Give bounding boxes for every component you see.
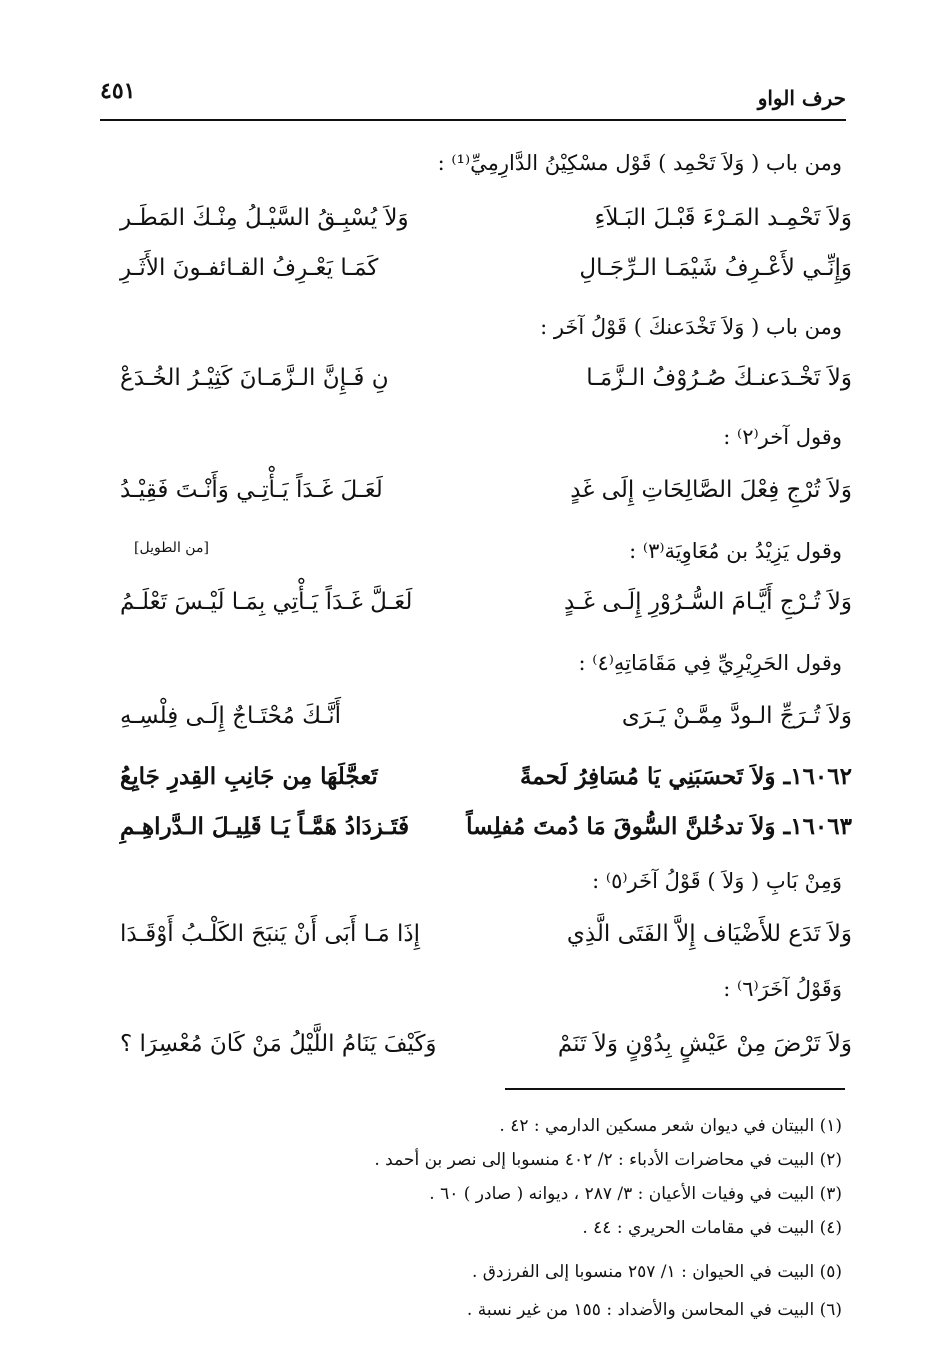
verse-line: [120, 806, 852, 846]
verse-line: [120, 696, 852, 736]
intro-line: وقول يَزِيْدُ بن مُعَاوِيَة⁽٣⁾ :: [629, 539, 842, 563]
verse-first-hemistich: وَلاَ تَخْـدَعنـكَ صُـرُوْفُ الـزَّمَـا: [586, 365, 852, 391]
intro-line: وقول الحَرِيْرِيِّ فِي مَقَامَاتِهِ⁽٤⁾ :: [578, 651, 842, 675]
verse-first-hemistich: وَإِنِّـي لأَعْـرِفُ شَيْمَـا الـرِّجَـالِ: [579, 255, 852, 281]
page-number: ٤٥١: [100, 78, 136, 104]
intro-line: وقول آخر⁽٢⁾ :: [723, 425, 842, 449]
header-rule: [100, 119, 846, 121]
verse-second-hemistich: تَعجَّلَهَا مِن جَانِبِ القِدرِ جَايِعُ: [120, 762, 378, 790]
verse-second-hemistich: نِ فَـإِنَّ الـزَّمَـانَ كَثِيْـرُ الخُـدَعْ: [120, 365, 389, 391]
verse-first-hemistich: ١٦٠٦٣ـ وَلاَ تدخُلنَّ السُّوقَ مَا دُمتَ مُفلِساً: [466, 812, 852, 840]
verse-second-hemistich: وَكَيْفَ يَنَامُ اللَّيْلُ مَنْ كَانَ مُعْسِرَا ؟: [120, 1031, 437, 1057]
page-header: [100, 62, 846, 118]
intro-line: ومن باب ( وَلاَ تَحْمِد ) قَوْل مسْكِيْنُ الدَّارِمِيِّ⁽¹⁾ :: [437, 151, 842, 175]
verse-second-hemistich: فَتَـزدَادُ هَمَّـاً يَـا قَلِيـلَ الـدَّراهِـمِ: [120, 812, 410, 840]
footnote: (٢) البيت في محاضرات الأدباء : ٢/ ٤٠٢ منسوبا إلى نصر بن أحمد .: [374, 1150, 842, 1170]
verse-first-hemistich: وَلاَ تُـرْجِ أَيَّـامَ السُّـرُوْرِ إِلَـى غَـدٍ: [564, 589, 852, 615]
meter-tag: [من الطويل]: [134, 540, 209, 556]
verse-first-hemistich: وَلاَ تَحْمِـد المَـرْءَ قَبْـلَ البَـلاَءِ: [594, 205, 852, 231]
verse-line: [120, 914, 852, 954]
verse-line: [120, 582, 852, 622]
verse-line: [120, 198, 852, 238]
chapter-title: حرف الواو: [757, 86, 846, 110]
verse-first-hemistich: ١٦٠٦٢ـ وَلاَ تَحسَبَنِي يَا مُسَافِرُ لَحمةً: [519, 762, 852, 790]
footnote: (٦) البيت في المحاسن والأضداد : ١٥٥ من غير نسبة .: [466, 1300, 842, 1320]
verse-second-hemistich: وَلاَ يُسْبِـقُ السَّيْـلُ مِنْـكَ المَطَـر: [120, 205, 409, 231]
intro-line: ومن باب ( وَلاَ تَخْدَعنكَ ) قَوْلُ آخَر :: [540, 315, 842, 339]
verse-line: [120, 358, 852, 398]
verse-first-hemistich: وَلاَ تَدَع للأَضْيَاف إِلاَّ الفَتَى الَّذِي: [566, 921, 852, 947]
intro-line: وَقَوْلُ آخَرَ⁽٦⁾ :: [723, 977, 842, 1001]
verse-first-hemistich: وَلاَ تُرْجِ فِعْلَ الصَّالِحَاتِ إِلَى غَدٍ: [570, 477, 852, 503]
footnote: (٣) البيت في وفيات الأعيان : ٣/ ٢٨٧ ، ديوانه ( صادر ) ٦٠ .: [429, 1184, 842, 1204]
verse-line: [120, 756, 852, 796]
footnote-rule: [505, 1088, 845, 1090]
footnote: (٤) البيت في مقامات الحريري : ٤٤ .: [582, 1218, 842, 1238]
verse-first-hemistich: وَلاَ تَرْضَ مِنْ عَيْشٍ بِدُوْنٍ وَلاَ تَنَمْ: [557, 1031, 852, 1057]
intro-line: وَمِنْ بَابِ ( وَلاَ ) قَوْلُ آخَر⁽٥⁾ :: [592, 869, 842, 893]
verse-second-hemistich: أَنَّـكَ مُحْتَـاجٌ إِلَـى فِلْسِـهِ: [120, 703, 342, 729]
footnote: (٥) البيت في الحيوان : ١/ ٢٥٧ منسوبا إلى الفرزدق .: [471, 1262, 842, 1282]
verse-second-hemistich: إِذَا مَـا أَبَى أَنْ يَنبَحَ الكَلْـبُ أَوْقَـدَا: [120, 921, 421, 947]
verse-second-hemistich: كَمَـا يَعْـرِفُ القـائفـونَ الأَثَـرِ: [120, 255, 379, 281]
verse-second-hemistich: لَعَـلَ غَـدَاً يَـأْتِـي وَأَنْـتَ فَقِيْـدُ: [120, 477, 383, 503]
verse-line: [120, 470, 852, 510]
verse-line: [120, 1024, 852, 1064]
verse-first-hemistich: وَلاَ تُـرَجِّ الـودَّ مِمَّـنْ يَـرَى: [621, 703, 852, 729]
verse-line: [120, 248, 852, 288]
verse-second-hemistich: لَعَـلَّ غَـدَاً يَـأْتِي بِمَـا لَيْـسَ تَعْلَـمُ: [120, 589, 413, 615]
footnote: (١) البيتان في ديوان شعر مسكين الدارمي : ٤٢ .: [499, 1116, 842, 1136]
